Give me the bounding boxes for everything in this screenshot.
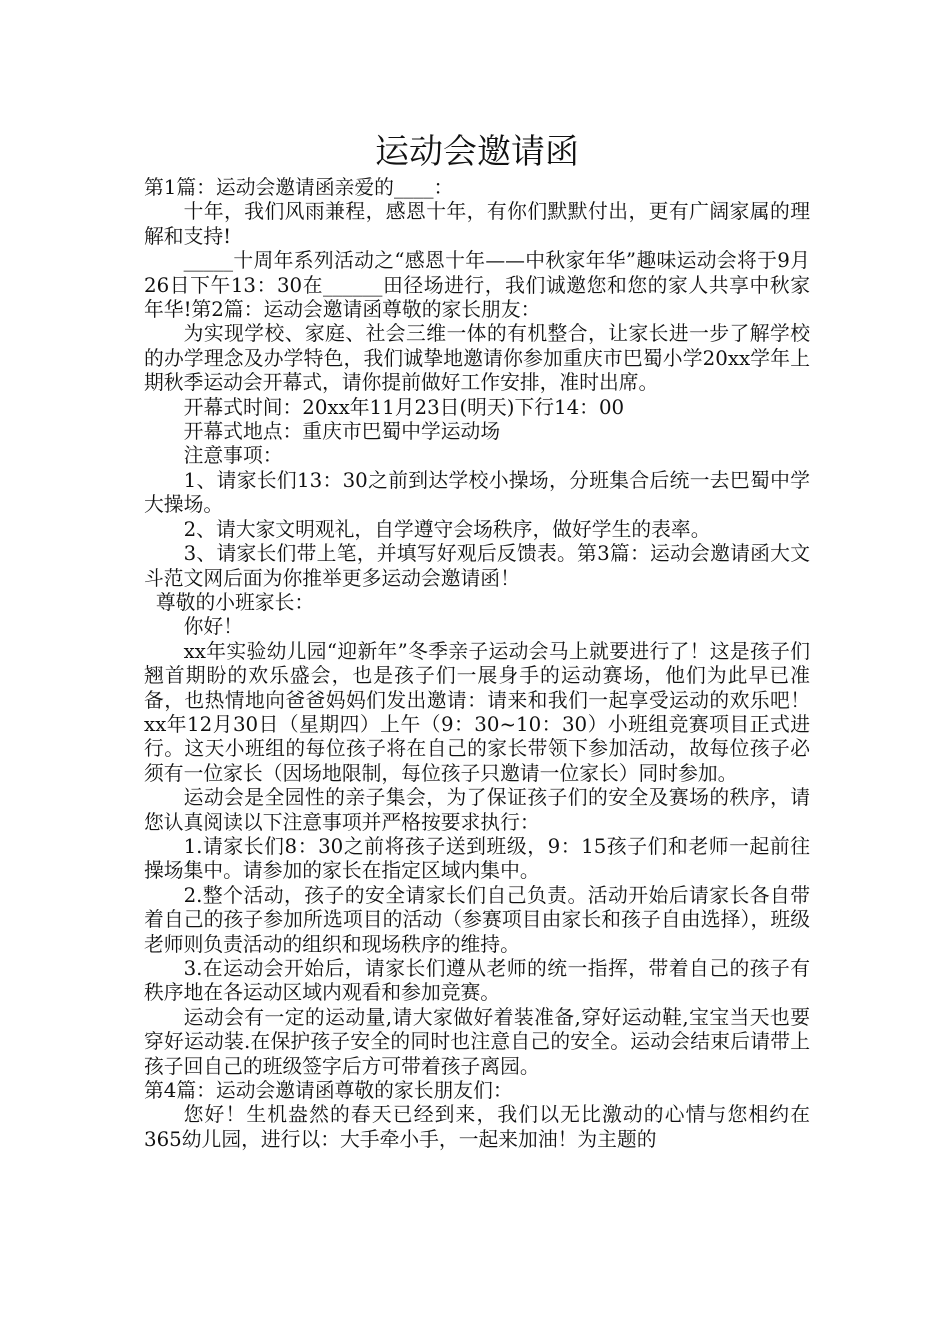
paragraph: 开幕式地点：重庆市巴蜀中学运动场: [183, 420, 501, 444]
paragraph: 3.在运动会开始后，请家长们遵从老师的统一指挥，带着自己的孩子有秩序地在各运动区域内观看和参加竞赛。: [144, 957, 810, 1005]
document-page: [144, 128, 810, 1152]
paragraph: 注意事项：: [183, 444, 283, 468]
paragraph: 运动会有一定的运动量,请大家做好着装准备,穿好运动鞋,宝宝当天也要穿好运动装.在保护孩子安全的同时也注意自己的安全。运动会结束后请带上孩子回自己的班级签字后方可带着孩子离园。: [144, 1005, 810, 1078]
paragraph: 第4篇：运动会邀请函尊敬的家长朋友们：: [144, 1079, 513, 1103]
paragraph: 尊敬的小班家长：: [155, 590, 315, 614]
paragraph: _____十周年系列活动之“感恩十年——中秋家年华”趣味运动会将于9月26日下午13：30在______田径场进行，我们诚邀您和您的家人共享中秋家年华!第2篇：运动会邀请函尊敬的家长朋友：: [144, 249, 810, 322]
paragraph: 开幕式时间：20xx年11月23日(明天)下行14：00: [183, 395, 625, 419]
paragraph: 2、请大家文明观礼，自学遵守会场秩序，做好学生的表率。: [183, 517, 711, 541]
paragraph: xx年实验幼儿园“迎新年”冬季亲子运动会马上就要进行了！这是孩子们翘首期盼的欢乐盛会，也是孩子们一展身手的运动赛场，他们为此早已准备，也热情地向爸爸妈妈们发出邀请：请来和我们一起享受运动的欢乐吧！xx年12月30日（星期四）上午（9：30~10：30）小班组竞赛项目正式进行。这天小班组的每位孩子将在自己的家长带领下参加活动，故每位孩子必须有一位家长（因场地限制，每位孩子只邀请一位家长）同时参加。: [144, 639, 810, 785]
paragraph: 3、请家长们带上笔，并填写好观后反馈表。第3篇：运动会邀请函大文斗范文网后面为你推举更多运动会邀请函！: [144, 542, 810, 590]
paragraph: 第1篇：运动会邀请函亲爱的____：: [144, 176, 454, 199]
paragraph: 为实现学校、家庭、社会三维一体的有机整合，让家长进一步了解学校的办学理念及办学特色，我们诚挚地邀请你参加重庆市巴蜀小学20xx学年上期秋季运动会开幕式，请你提前做好工作安排，准时出席。: [144, 322, 810, 395]
paragraph: 1.请家长们8：30之前将孩子送到班级，9：15孩子们和老师一起前往操场集中。请参加的家长在指定区域内集中。: [144, 834, 810, 883]
paragraph: 十年，我们风雨兼程，感恩十年，有你们默默付出，更有广阔家属的理解和支持!: [144, 200, 810, 248]
paragraph: 1、请家长们13：30之前到达学校小操场，分班集合后统一去巴蜀中学大操场。: [144, 468, 810, 517]
paragraph: 运动会是全园性的亲子集会，为了保证孩子们的安全及赛场的秩序，请您认真阅读以下注意事项并严格按要求执行：: [144, 786, 810, 834]
document-body: [144, 176, 810, 1152]
paragraph: 你好！: [183, 615, 243, 639]
document-title: 运动会邀请函: [375, 132, 579, 172]
paragraph: 2.整个活动，孩子的安全请家长们自己负责。活动开始后请家长各自带着自己的孩子参加所选项目的活动（参赛项目由家长和孩子自由选择），班级老师则负责活动的组织和现场秩序的维持。: [144, 883, 810, 956]
paragraph: 您好！生机盎然的春天已经到来，我们以无比激动的心情与您相约在365幼儿园，进行以：大手牵小手，一起来加油！为主题的: [144, 1103, 810, 1151]
